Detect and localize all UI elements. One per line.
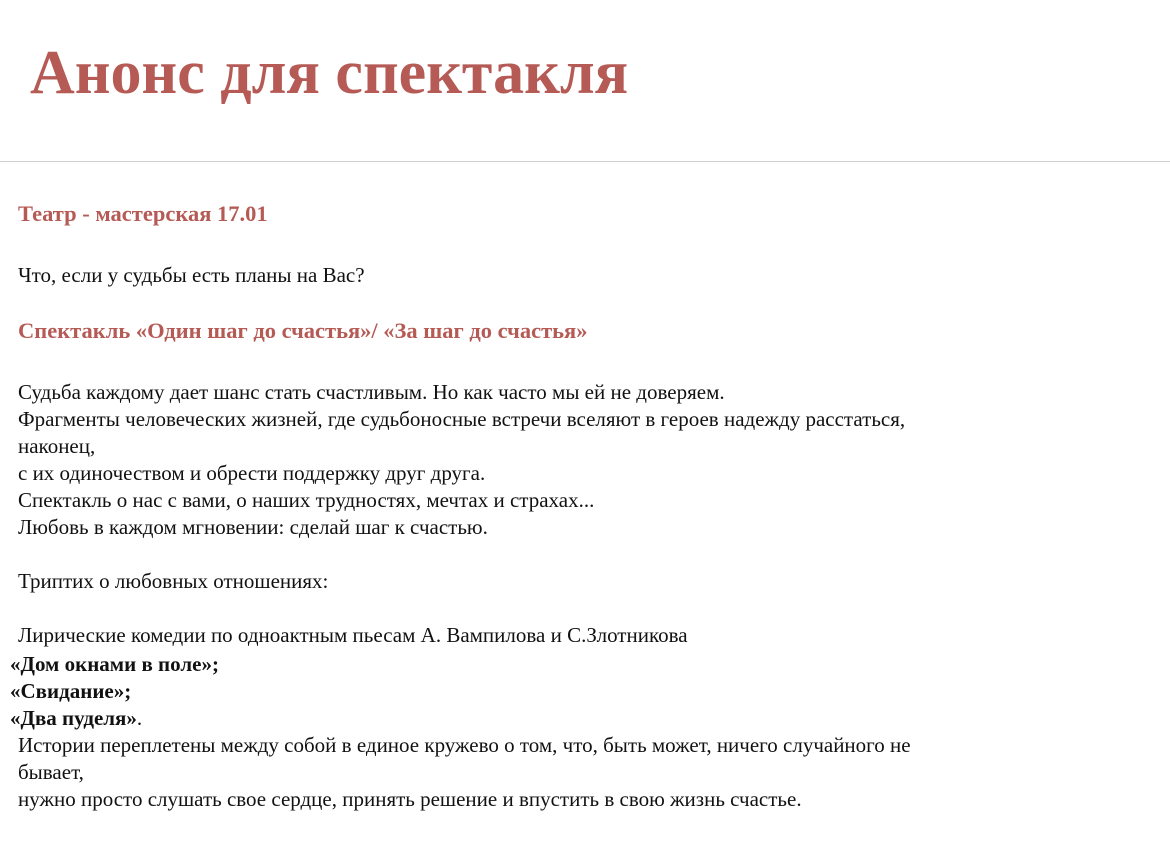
- comedies-intro: Лирические комедии по одноактным пьесам А. Вампилова и С.Злотникова: [18, 623, 688, 647]
- play-list-item: [10, 678, 131, 705]
- show-title-heading: Спектакль «Один шаг до счастья»/ «За шаг до счастья»: [18, 318, 588, 343]
- play-title: «Свидание»: [10, 679, 125, 703]
- closing-line: нужно просто слушать свое сердце, принять решение и впустить в свою жизнь счастье.: [18, 787, 802, 811]
- play-list-item: [10, 651, 219, 678]
- play-title: «Два пуделя»: [10, 706, 137, 730]
- play-punctuation: .: [136, 706, 143, 730]
- description-line: с их одиночеством и обрести поддержку друг друга.: [18, 461, 486, 485]
- play-punctuation: ;: [124, 679, 132, 703]
- description-line: Судьба каждому дает шанс стать счастливым. Но как часто мы ей не доверяем.: [18, 380, 725, 404]
- triptych-intro: Триптих о любовных отношениях:: [18, 569, 329, 593]
- closing-line: Истории переплетены между собой в единое кружево о том, что, быть может, ничего случайного не: [18, 733, 911, 757]
- description-line: Любовь в каждом мгновении: сделай шаг к счастью.: [18, 515, 488, 539]
- description-line: наконец,: [18, 434, 96, 458]
- venue-date-heading: Театр - мастерская 17.01: [18, 201, 268, 226]
- title-divider: [0, 161, 1170, 162]
- closing-line: бывает,: [18, 760, 84, 784]
- description-line: Спектакль о нас с вами, о наших трудностях, мечтах и страхах...: [18, 488, 595, 512]
- play-title: «Дом окнами в поле»: [10, 652, 212, 676]
- page-title: Анонс для спектакля: [30, 39, 629, 107]
- description-line: Фрагменты человеческих жизней, где судьбоносные встречи вселяют в героев надежду расстаться,: [18, 407, 906, 431]
- play-list-item: [10, 705, 142, 732]
- play-punctuation: ;: [211, 652, 219, 676]
- question-text: Что, если у судьбы есть планы на Вас?: [18, 263, 365, 287]
